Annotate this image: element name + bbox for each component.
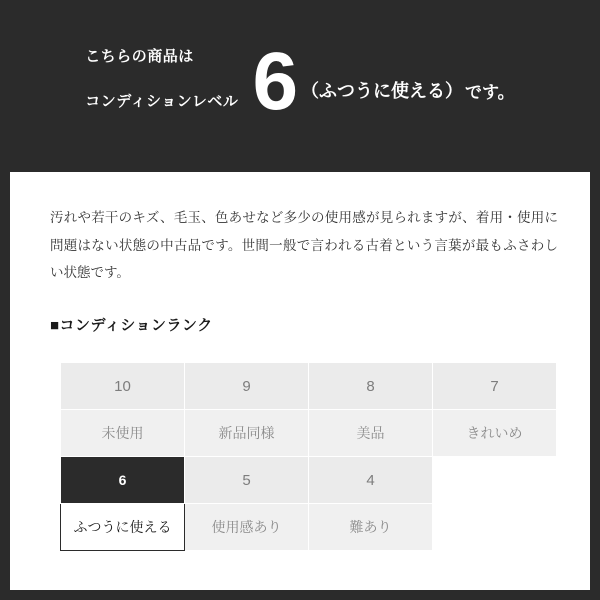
header-lead-line1: こちらの商品は [85,48,194,66]
table-row [61,504,557,551]
header-lead-line2: コンディションレベル [85,93,239,111]
rank-label-cell: 使用感あり [185,504,309,551]
rank-label-cell: きれいめ [433,410,557,457]
header-suffix-text: です。 [465,82,515,102]
condition-description: 汚れや若干のキズ、毛玉、色あせなど多少の使用感が見られますが、着用・使用に問題はない状態の中古品です。世間一般で言われる古着という言葉が最もふさわしい状態です。 [50,210,558,281]
rank-empty-cell [433,457,557,504]
condition-level-label: （ふつうに使える） [301,81,464,101]
content-panel [10,172,590,590]
header-lead-text [85,24,238,137]
rank-number-cell: 10 [61,363,185,410]
rank-number-cell: 8 [309,363,433,410]
header-content [85,24,514,137]
rank-number-cell: 5 [185,457,309,504]
table-row [61,457,557,504]
rank-number-cell: 9 [185,363,309,410]
rank-label-cell: 未使用 [61,410,185,457]
rank-label-cell: 難あり [309,504,433,551]
rank-label-cell-selected: ふつうに使える [61,504,185,551]
rank-section-title: ■コンディションランク [50,317,213,334]
condition-level-number: 6 [252,36,298,128]
rank-label-cell: 美品 [309,410,433,457]
condition-rank-table [60,362,557,551]
rank-label-cell: 新品同様 [185,410,309,457]
rank-empty-cell [433,504,557,551]
rank-number-cell-selected: 6 [61,457,185,504]
rank-number-cell: 7 [433,363,557,410]
table-row [61,410,557,457]
rank-number-cell: 4 [309,457,433,504]
table-row [61,363,557,410]
header-banner [0,0,600,168]
